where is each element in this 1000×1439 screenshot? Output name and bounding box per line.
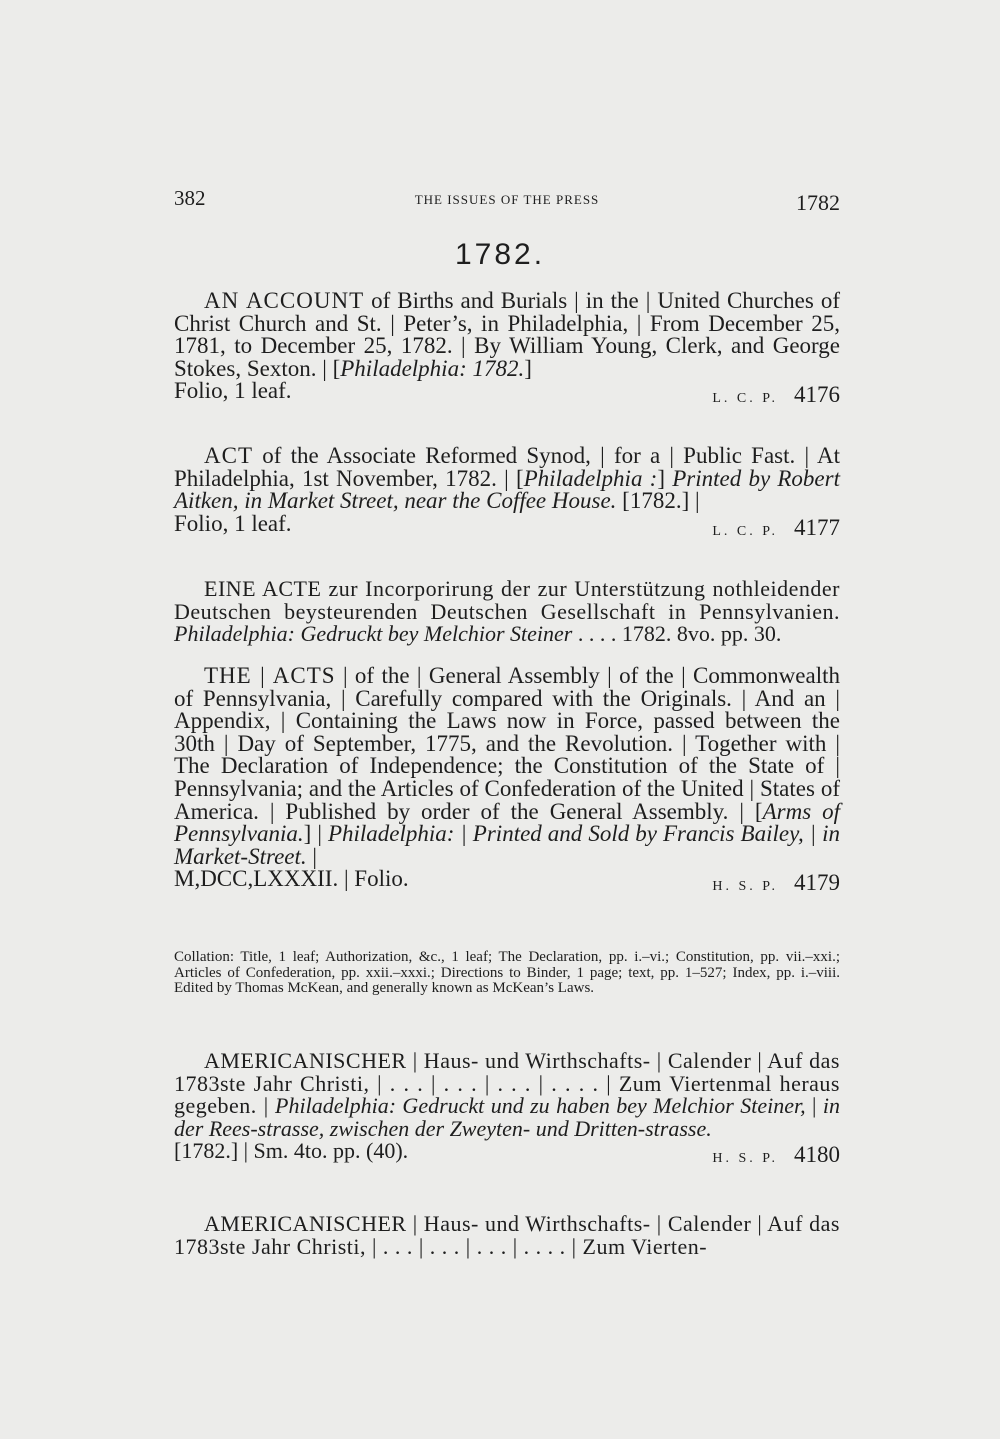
entry-text: | of the | General Assembly | of the | Commonwealth of Pennsylvania, | Carefully compared with the Originals. | And an | Appendix, | Containing the Laws now in Force, passed between the 30th | Day of September, 1775, and the Revolution. | Together with | The Declaration of Independence; the Constitution of the State of | Pennsylvania; and the Articles of Confederation of the United | States of America. | Published by order of the General Assembly. | [ [174, 663, 840, 824]
entry-text-2: ] [657, 465, 673, 491]
library-code: H. S. P. [712, 1151, 778, 1167]
entry-tail [174, 866, 840, 896]
section-title: 1782. [454, 238, 546, 271]
library-code: H. S. P. [712, 879, 778, 895]
running-title: THE ISSUES OF THE PRESS [414, 192, 600, 207]
entry-imprint: Philadelphia: Gedruckt bey Melchior Steiner [174, 621, 573, 647]
entry-imprint: Philadelphia: | Printed and Sold by Francis Bailey, | in Market-Street. [174, 821, 840, 869]
entry-address: in der Rees-strasse, zwischen der Zweyten- und Dritten-strasse. [174, 1093, 840, 1141]
entry-arms: Arms of Pennsylvania. [174, 798, 840, 847]
entry-tail [174, 378, 840, 408]
entry-text-2: . . . . 1782. 8vo. pp. 30. [572, 621, 782, 647]
library-code: L. C. P. [712, 391, 778, 407]
entry-4179 [174, 663, 840, 896]
entry-lead: AN ACCOUNT [204, 288, 365, 313]
entry-text-2: ] [524, 355, 532, 381]
entry-4180 [174, 1048, 840, 1168]
entry-number: 4176 [794, 382, 840, 408]
entry-text: of the Associate Reformed Synod, | for a | Public Fast. | At Philadelphia, 1st November, 1782. | [ [174, 443, 840, 491]
entry-lead: THE | ACTS [204, 663, 336, 688]
entry-format: [1782.] | Sm. 4to. pp. (40). [174, 1138, 409, 1164]
entry-tail [174, 510, 840, 540]
entry-text: of Births and Burials | in the | United Churches of Christ Church and St. | Peter’s, in Philadelphia, | From December 25, 1781, to December 25, 1782. | By William Young, Clerk, and George Stokes, Sexton. | [ [174, 288, 840, 381]
entry-americanischer-2 [174, 1213, 840, 1258]
entry-imprint: Philadelphia : [523, 465, 658, 491]
page-number: 382 [174, 186, 206, 210]
entry-number: 4179 [794, 870, 840, 896]
entry-imprint: Philadelphia: Gedruckt und zu haben bey Melchior Steiner, [268, 1093, 806, 1119]
entry-tail [174, 1138, 840, 1168]
header-year: 1782 [796, 190, 840, 215]
entry-printer: Printed by Robert Aitken, in Market Street, near the Coffee House. [174, 465, 840, 514]
entry-4177 [174, 443, 840, 540]
collation-note [174, 950, 840, 997]
entry-blackletter-title: AMERICANISCHER | Haus- und Wirthschafts- | Calender | Auf das 1783ste Jahr Christi, | . . . | . . . | . . . | . . . . | Zum Viertenmal heraus gegeben. | [174, 1048, 840, 1119]
entry-number: 4177 [794, 514, 840, 540]
entry-blackletter-title: AMERICANISCHER | Haus- und Wirthschafts- | Calender | Auf das 1783ste Jahr Christi, | . . . | . . . | . . . | . . . . | Zum Vierten- [174, 1211, 840, 1259]
entry-text-2: ] | [303, 821, 328, 847]
entry-format: Folio, 1 leaf. [174, 378, 292, 404]
entry-text-3: [1782.] | [616, 488, 700, 514]
entry-text-2: | [805, 1093, 823, 1119]
collation-text: Collation: Title, 1 leaf; Authorization, &c., 1 leaf; The Declaration, pp. i.–vi.; Constitution, pp. vii.–xxi.; Articles of Confederation, pp. xxii.–xxxi.; Directions to Binder, 1 page; text, pp. 1–527; Index, pp. i.–viii. Edited by Thomas McKean, and generally known as McKean’s Laws. [174, 949, 840, 996]
entry-4176 [174, 288, 840, 408]
entry-lead: ACT [204, 443, 253, 468]
page-header [174, 186, 840, 226]
entry-format: M,DCC,LXXXII. | Folio. [174, 866, 409, 892]
entry-imprint: Philadelphia: 1782. [340, 355, 525, 381]
library-code: L. C. P. [712, 523, 778, 539]
entry-blackletter-title: EINE ACTE zur Incorporirung der zur Unterstützung nothleidender Deutschen beysteurenden Deutschen Gesellschaft in Pennsylvanien. [174, 576, 840, 624]
entry-number: 4180 [794, 1142, 840, 1168]
entry-text-3: | [306, 843, 317, 869]
entry-eine-acte [174, 578, 840, 646]
entry-format: Folio, 1 leaf. [174, 510, 292, 536]
